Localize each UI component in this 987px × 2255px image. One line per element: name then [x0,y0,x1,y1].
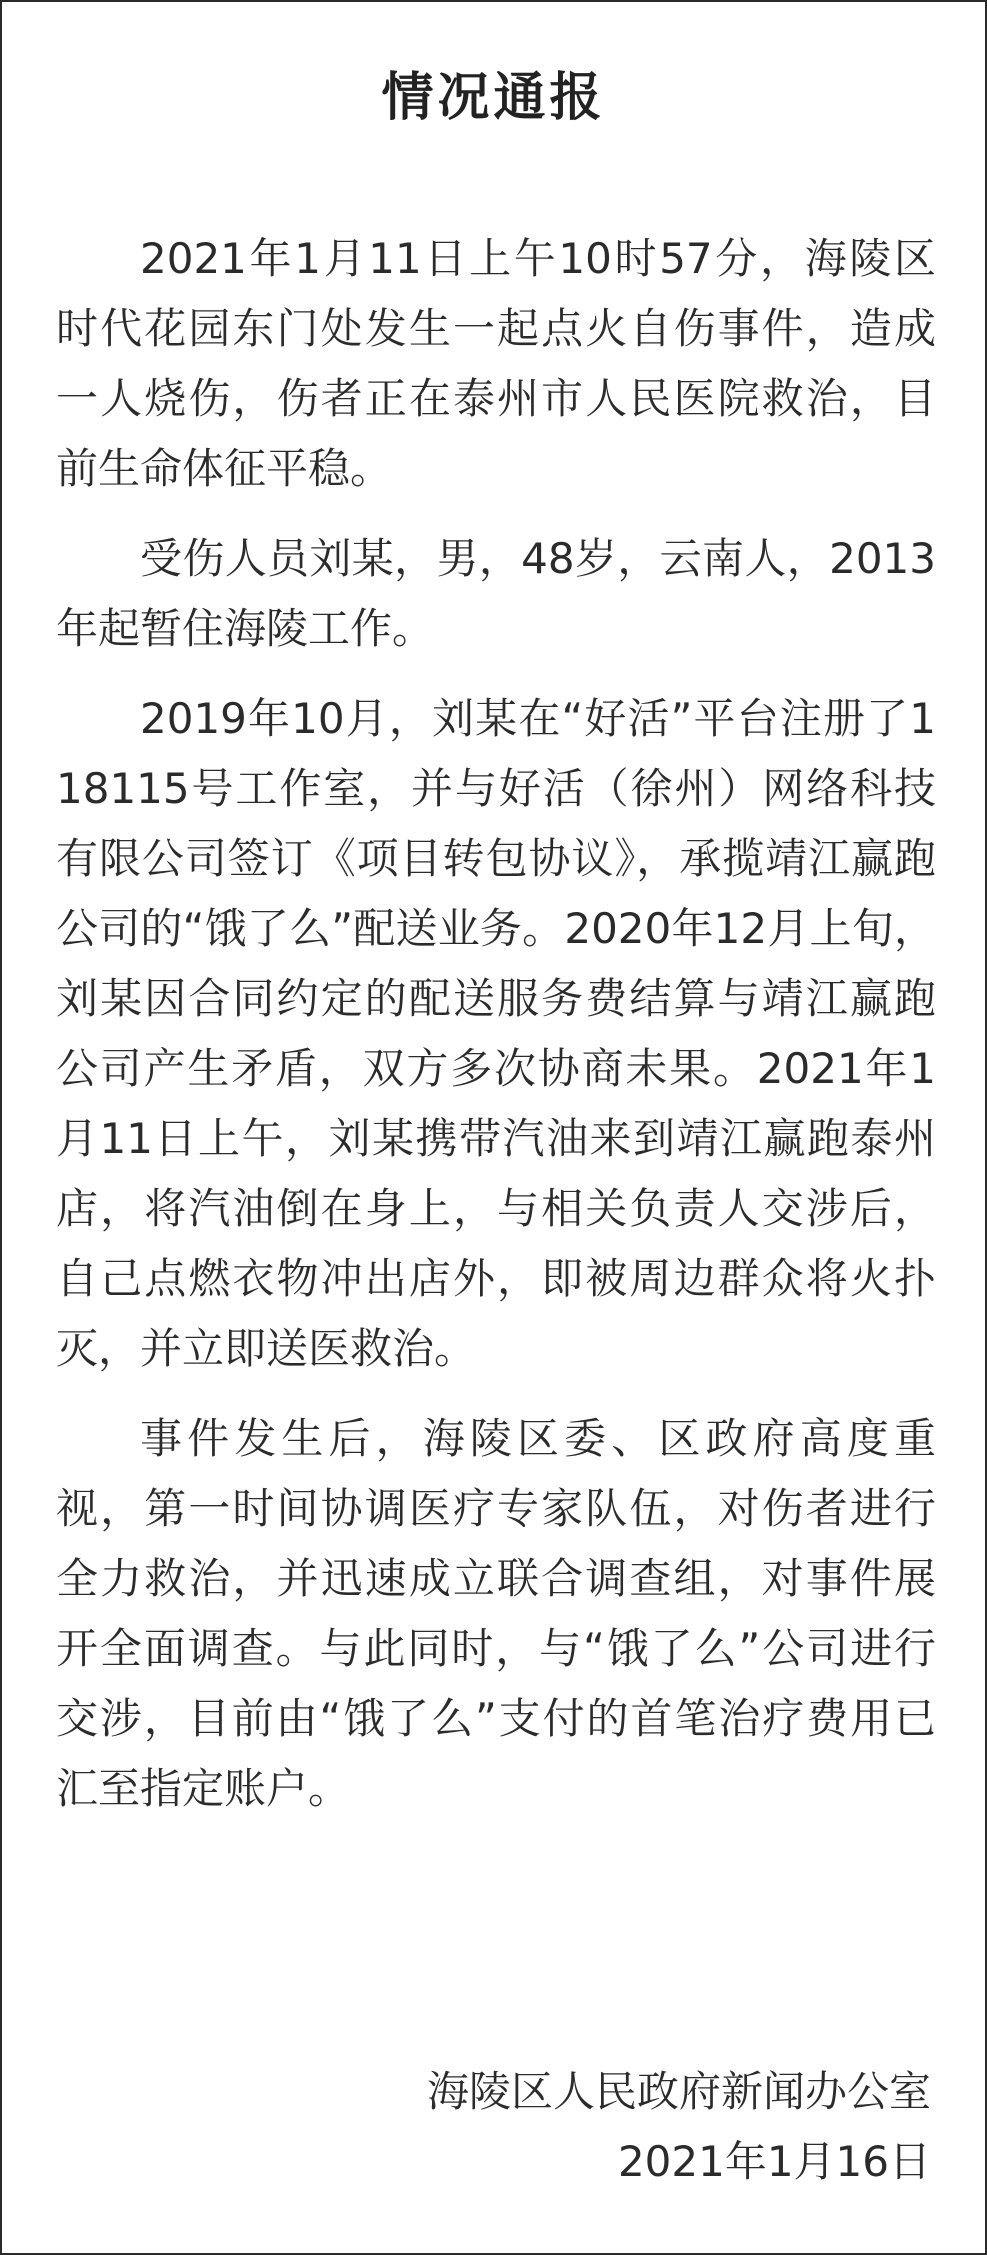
paragraph-injured-person: 受伤人员刘某，男，48岁，云南人，2013年起暂住海陵工作。 [56,534,936,653]
notice-title: 情况通报 [381,68,606,128]
paragraph-incident: 2021年1月11日上午10时57分，海陵区时代花园东门处发生一起点火自伤事件，造成一人烧伤，伤者正在泰州市人民医院救治，目前生命体征平稳。 [56,234,936,493]
issuer-name: 海陵区人民政府新闻办公室 [426,2067,931,2116]
paragraph-background: 2019年10月，刘某在“好活”平台注册了118115号工作室，并与好活（徐州）网络科技有限公司签订《项目转包协议》，承揽靖江赢跑公司的“饿了么”配送业务。2020年12月上旬，刘某因合同约定的配送服务费结算与靖江赢跑公司产生矛盾，双方多次协商未果。2021年1月11日上午，刘某携带汽油来到靖江赢跑泰州店，将汽油倒在身上，与相关负责人交涉后，自己点燃衣物冲出店外，即被周边群众将火扑灭，并立即送医救治。 [56,694,936,1373]
issue-date: 2021年1月16日 [617,2137,931,2186]
notice-body [56,224,936,1844]
signature-block [427,2057,931,2197]
paragraph-response: 事件发生后，海陵区委、区政府高度重视，第一时间协调医疗专家队伍，对伤者进行全力救治，并迅速成立联合调查组，对事件展开全面调查。与此同时，与“饿了么”公司进行交涉，目前由“饿了么”支付的首笔治疗费用已汇至指定账户。 [56,1414,936,1813]
